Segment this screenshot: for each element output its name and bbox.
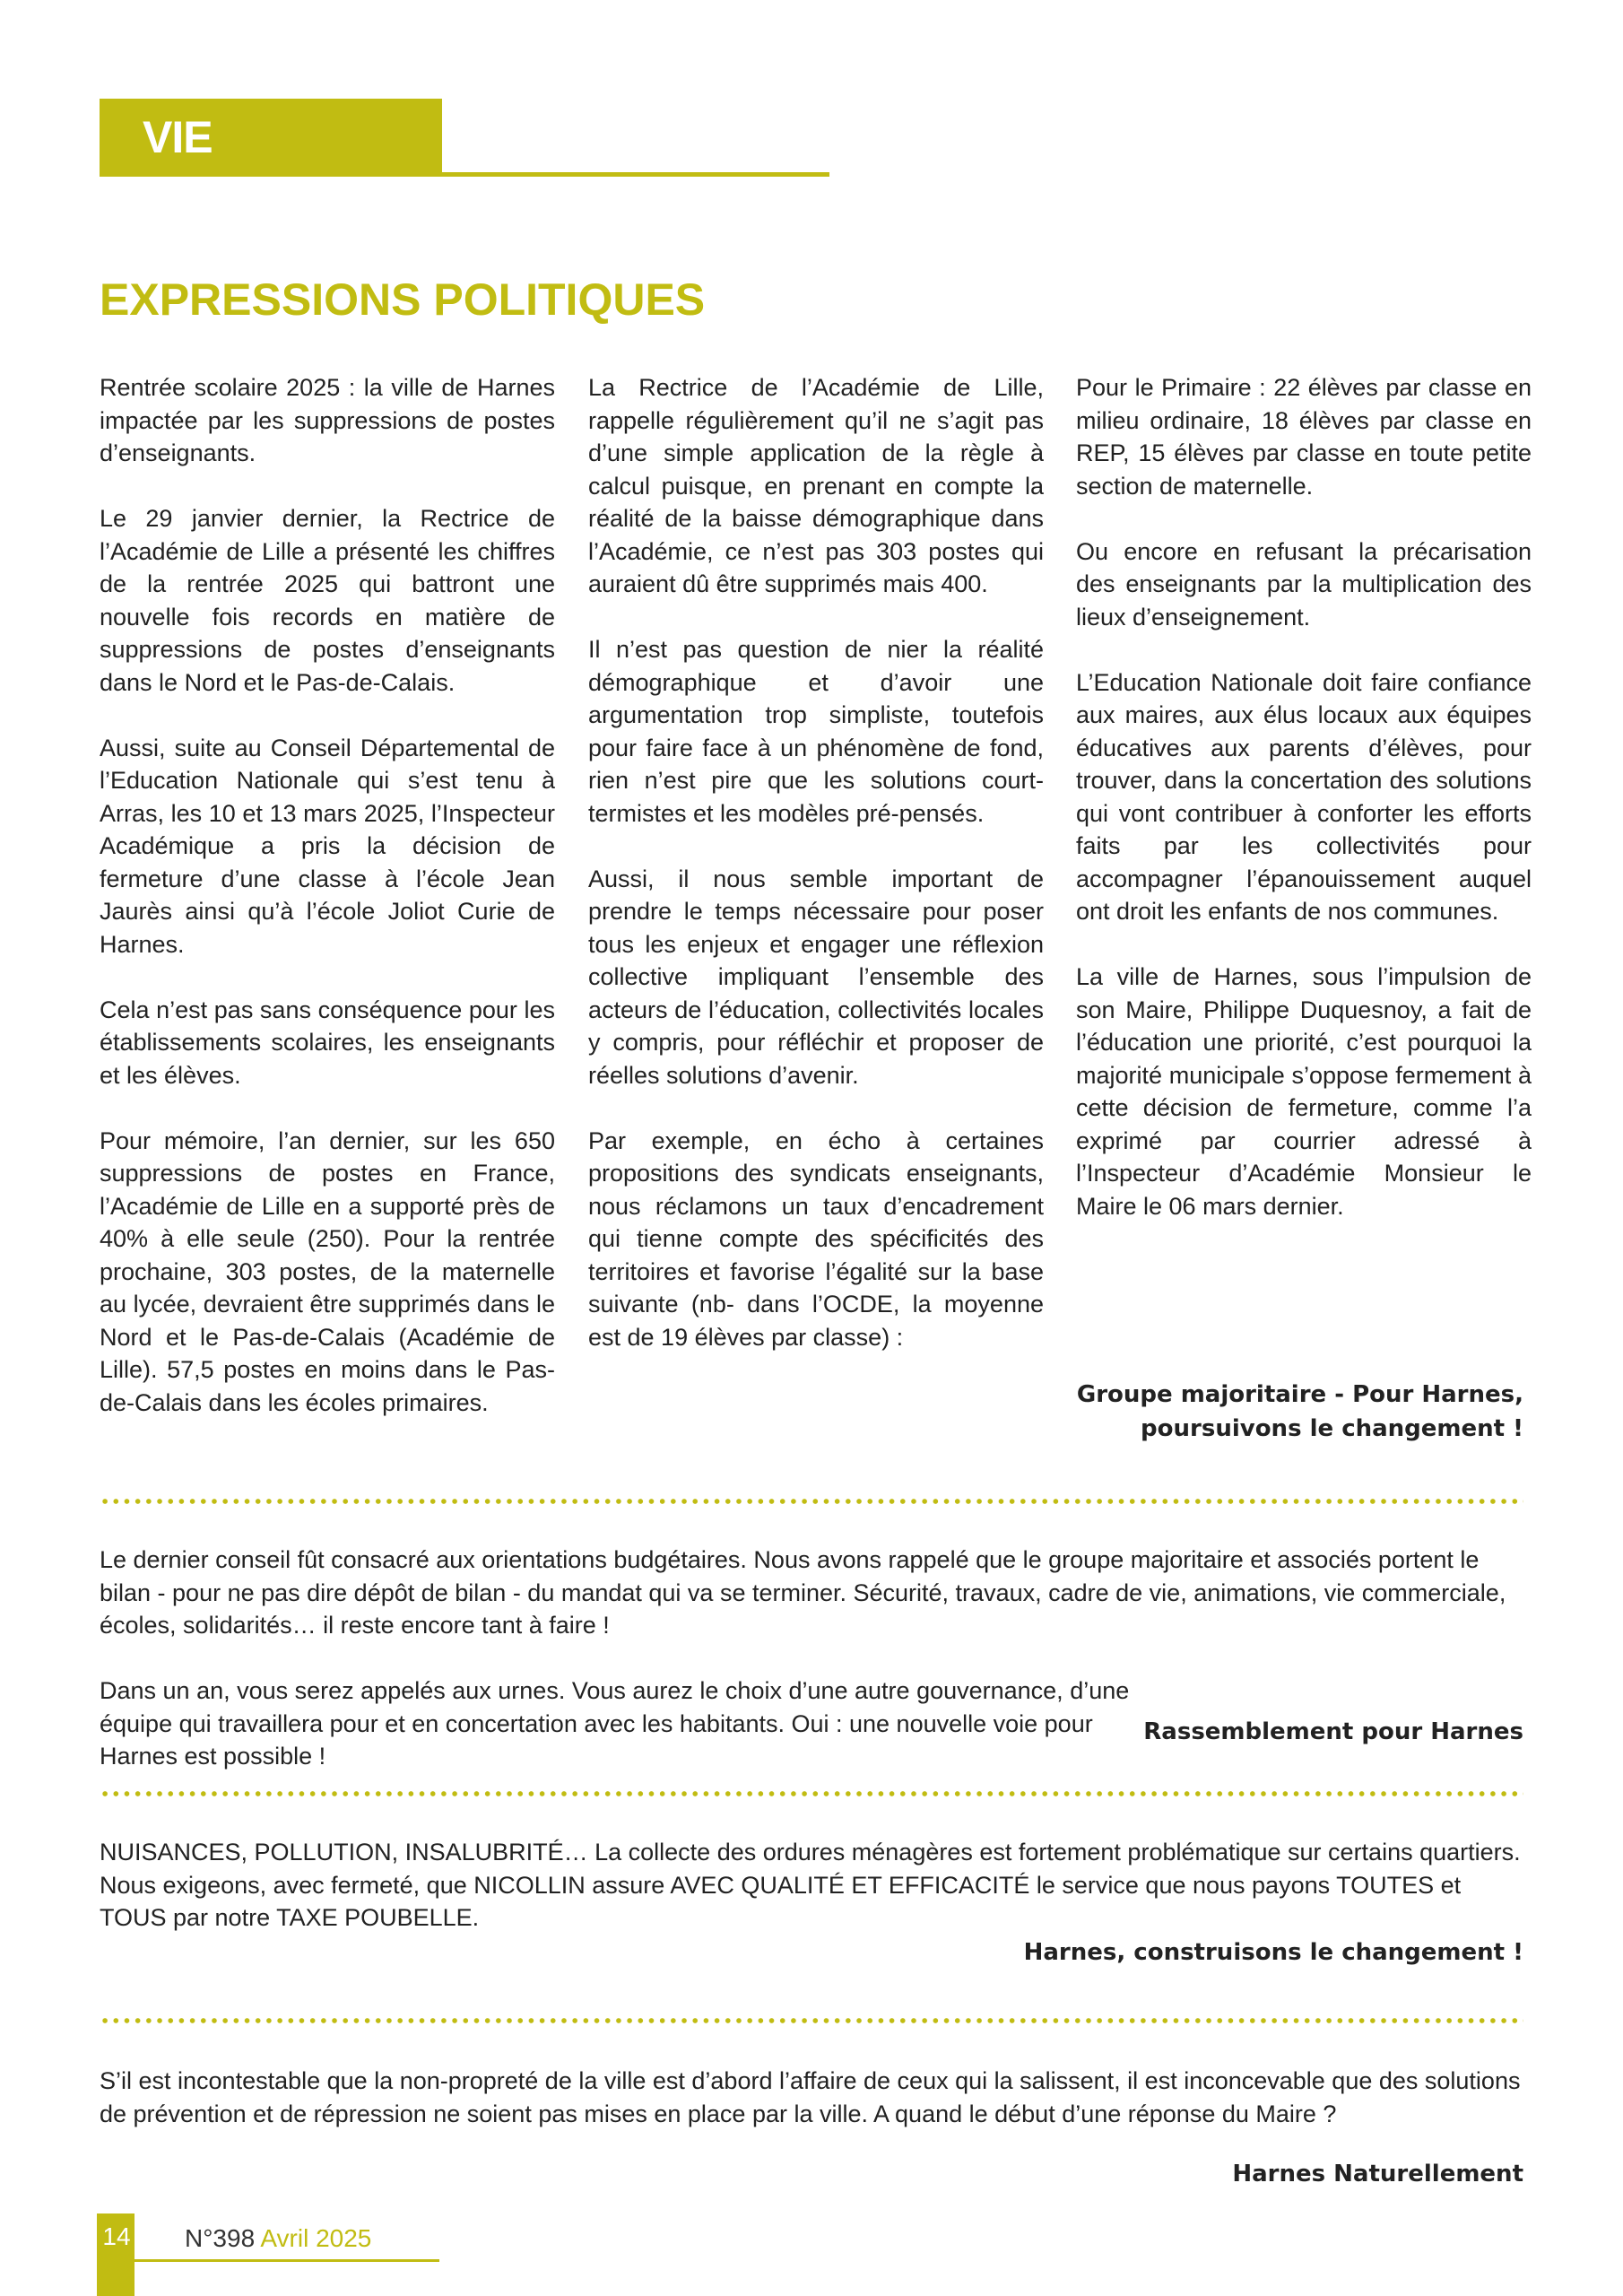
paragraph: Ou encore en refusant la précarisation des enseignants par la multiplication des lieux d’enseignement. xyxy=(1076,537,1532,631)
paragraph: La Rectrice de l’Académie de Lille, rappelle régulièrement qu’il ne s’agit pas d’une simple application de la règle à calcul puisque, en prenant en compte la réalité de la baisse démographique dans l’Académie, ce n’est pas 303 postes qui auraient dû être supprimés mais 400. xyxy=(588,374,1044,597)
dotted-divider xyxy=(100,1791,1523,1796)
paragraph: Le 29 janvier dernier, la Rectrice de l’Académie de Lille a présenté les chiffres de la rentrée 2025 qui battront une nouvelle fois records en matière de suppressions de postes d’enseignants dans le Nord et le Pas-de-Calais. xyxy=(100,505,555,696)
paragraph: NUISANCES, POLLUTION, INSALUBRITÉ… La collecte des ordures ménagères est fortement problématique sur certains quartiers. Nous exigeons, avec fermeté, que NICOLLIN assure AVEC QUALITÉ ET EFFICACITÉ le service que nous payons TOUTES et TOUS par notre TAXE POUBELLE. xyxy=(100,1839,1521,1931)
signature-line: poursuivons le changement ! xyxy=(1141,1415,1523,1442)
paragraph: Pour le Primaire : 22 élèves par classe en milieu ordinaire, 18 élèves par classe en REP, 15 élèves par classe en toute petite section de maternelle. xyxy=(1076,374,1532,500)
paragraph: Aussi, il nous semble important de prendre le temps nécessaire pour poser tous les enjeux et engager une réflexion collective impliquant l’ensemble des acteurs de l’éducation, collectivités locales y compris, pour réfléchir et proposer de réelles solutions d’avenir. xyxy=(588,865,1044,1089)
paragraph: La ville de Harnes, sous l’impulsion de son Maire, Philippe Duquesnoy, a fait de l’éducation une priorité, c’est pourquoi la majorité municipale s’oppose fermement à cette décision de fermeture, comme l’a exprimé par courrier adressé à l’Inspecteur d’Académie Monsieur le Maire le 06 mars dernier. xyxy=(1076,963,1532,1220)
signature-line: Groupe majoritaire - Pour Harnes, xyxy=(1076,1381,1523,1408)
issue-month: Avril 2025 xyxy=(260,2224,372,2252)
page-number: 14 xyxy=(102,2222,131,2250)
dotted-divider xyxy=(100,1499,1523,1504)
signature-construisons: Harnes, construisons le changement ! xyxy=(1023,1939,1523,1966)
paragraph: L’Education Nationale doit faire confiance aux maires, aux élus locaux aux équipes éducatives aux parents d’élèves, pour trouver, dans la concertation des solutions qui vont contribuer à conforter les efforts faits par les collectivités pour accompagner l’épanouissement auquel ont droit les enfants de nos communes. xyxy=(1076,668,1532,925)
article-column-1 xyxy=(100,371,555,1419)
paragraph: Le dernier conseil fût consacré aux orientations budgétaires. Nous avons rappelé que le groupe majoritaire et associés portent le bilan - pour ne pas dire dépôt de bilan - du mandat qui va se terminer. Sécurité, travaux, cadre de vie, animations, vie commerciale, écoles, solidarités… il reste encore tant à faire ! xyxy=(100,1546,1506,1639)
footer-rule xyxy=(135,2259,439,2262)
section-label: VIE MUNICIPALE xyxy=(100,99,442,176)
page-title: EXPRESSIONS POLITIQUES xyxy=(100,274,706,325)
signature-groupe-majoritaire xyxy=(1077,1378,1523,1446)
paragraph: Rentrée scolaire 2025 : la ville de Harnes impactée par les suppressions de postes d’enseignants. xyxy=(100,374,555,466)
paragraph: Aussi, suite au Conseil Départemental de l’Education Nationale qui s’est tenu à Arras, les 10 et 13 mars 2025, l’Inspecteur Académique a pris la décision de fermeture d’une classe à l’école Jean Jaurès ainsi qu’à l’école Joliot Curie de Harnes. xyxy=(100,734,555,958)
paragraph: Il n’est pas question de nier la réalité démographique et d’avoir une argumentation trop simpliste, toutefois pour faire face à un phénomène de fond, rien n’est pire que les solutions court-termistes et les modèles pré-pensés. xyxy=(588,636,1044,827)
article-column-3 xyxy=(1076,371,1532,1222)
section-rule xyxy=(100,172,829,177)
article-column-2 xyxy=(588,371,1044,1353)
signature-rassemblement: Rassemblement pour Harnes xyxy=(1143,1718,1523,1745)
text-block-naturellement xyxy=(100,2065,1525,2130)
issue-info xyxy=(185,2224,371,2253)
issue-number: N°398 xyxy=(185,2224,256,2252)
dotted-divider xyxy=(100,2018,1523,2023)
paragraph: Par exemple, en écho à certaines propositions des syndicats enseignants, nous réclamons un taux d’encadrement qui tienne compte des spécificités des territoires et favorise l’égalité sur la base suivante (nb- dans l’OCDE, la moyenne est de 19 élèves par classe) : xyxy=(588,1126,1044,1351)
paragraph: Pour mémoire, l’an dernier, sur les 650 suppressions de postes en France, l’Académie de Lille en a supporté près de 40% à elle seule (250). Pour la rentrée prochaine, 303 postes, de la maternelle au lycée, devraient être supprimés dans le Nord et le Pas-de-Calais (Académie de Lille). 57,5 postes en moins dans le Pas-de-Calais dans les écoles primaires. xyxy=(100,1126,555,1416)
paragraph: Cela n’est pas sans conséquence pour les établissements scolaires, les enseignants et les élèves. xyxy=(100,996,555,1089)
paragraph: S’il est incontestable que la non-propreté de la ville est d’abord l’affaire de ceux qui la salissent, il est inconcevable que des solutions de prévention et de répression ne soient pas mises en place par la ville. A quand le début d’une réponse du Maire ? xyxy=(100,2067,1521,2127)
text-block-construisons xyxy=(100,1836,1525,1935)
signature-naturellement: Harnes Naturellement xyxy=(1232,2161,1523,2187)
paragraph: Dans un an, vous serez appelés aux urnes. Vous aurez le choix d’une autre gouvernance, d’une équipe qui travaillera pour et en concertation avec les habitants. Oui : une nouvelle voie pour Harnes est possible ! xyxy=(100,1677,1130,1770)
